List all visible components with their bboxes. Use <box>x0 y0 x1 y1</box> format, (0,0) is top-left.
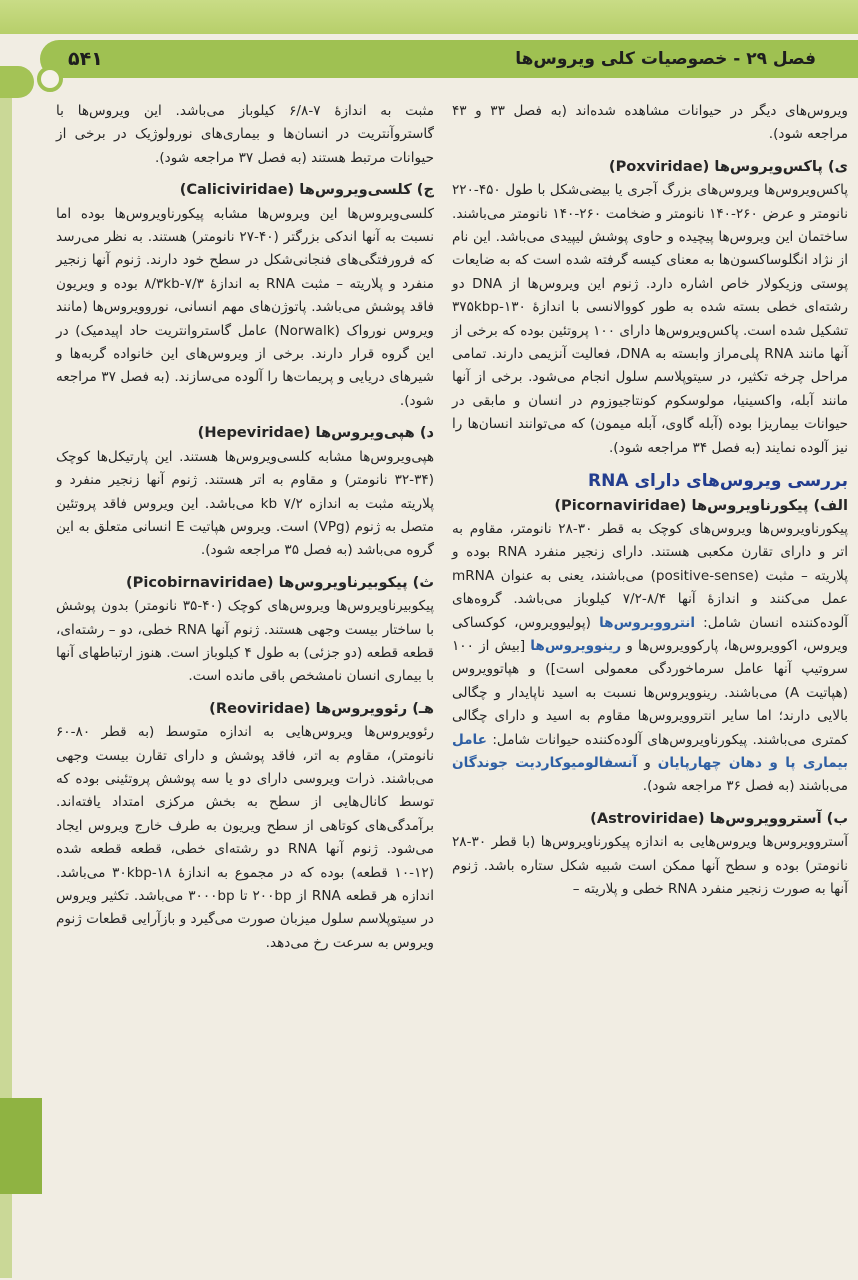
page-number: ۵۴۱ <box>68 48 103 70</box>
paragraph-picornaviridae <box>452 518 848 799</box>
picorna-text-1: پیکورناویروس‌ها ویروس‌های کوچک به قطر ۳۰-۲۸ نانومتر، مقاوم به اتر و دارای تقارن مکعبی هستند. دارای زنجیر منفرد RNA بوده و پلاریته – مثبت (positive-sense) می‌باشند، یعنی به عنوان mRNA عمل می‌کنند و اندازهٔ آنها ۸/۴-۷/۲ کیلوباز می‌باشد. گروه‌های آلوده‌کننده انسان شامل: <box>452 520 848 631</box>
right-column <box>452 100 848 901</box>
paragraph-picobirnaviridae: پیکوبیرناویروس‌ها ویروس‌های کوچک (۴۰-۳۵ نانومتر) بدون پوشش با ساختار بیست وجهی هستند. ژنوم آنها RNA خطی، دو – رشته‌ای، قطعه قطعه (دو جزئی) به طول ۴ کیلوباز است. هنوز ارتباطهای آنها با بیماری انسان نامشخص باقی مانده است. <box>56 598 435 685</box>
section-heading-hepeviridae: د) هپی‌ویروس‌ها (Hepeviridae) <box>197 424 434 442</box>
picorna-text-5: می‌باشند (به فصل ۳۶ مراجعه شود). <box>642 778 848 795</box>
paragraph-hepeviridae: هپی‌ویروس‌ها مشابه کلسی‌ویروس‌ها هستند. این پارتیکل‌ها کوچک (۳۴-۳۲ نانومتر) و مقاوم به اتر هستند. ژنوم آنها زنجیر منفرد و پلاریته مثبت به اندازه ۷/۲ kb می‌باشد. این ویروس فاقد پروتئین متصل به ژنوم (VPg) است. ویروس هپاتیت E انسانی متعلق به این گروه می‌باشد (به فصل ۳۵ مراجعه شود). <box>56 448 435 559</box>
section-heading-astroviridae: ب) آستروویروس‌ها (Astroviridae) <box>590 809 848 827</box>
picorna-text-3: [بیش از ۱۰۰ سروتیپ آنها عامل سرماخوردگی معمولی است]) و هپاتوویروس (هپاتیت A) می‌باشند. رینوویروس‌ها نسبت به اسید ناپایدار و چگالی بالایی دارند؛ اما سایر انتروویروس‌ها مقاوم به اسید و دارای چگالی کمتری می‌باشند. پیکورناویروس‌های آلوده‌کننده حیوانات شامل: <box>452 637 848 748</box>
intro-paragraph: ویروس‌های دیگر در حیوانات مشاهده شده‌اند (به فصل ۳۳ و ۴۳ مراجعه شود). <box>452 103 848 143</box>
chapter-title: فصل ۲۹ - خصوصیات کلی ویروس‌ها <box>515 49 816 69</box>
term-enteroviruses: انتروویروس‌ها <box>599 614 696 631</box>
main-heading-rna-viruses: بررسی ویروس‌های دارای RNA <box>588 471 848 492</box>
term-rhinoviruses: رینوویروس‌ها <box>530 637 622 654</box>
term-encephalomyocarditis: آنسفالومیوکاردیت جوندگان <box>452 754 638 771</box>
paragraph-astroviridae: آستروویروس‌ها ویروس‌هایی به اندازه پیکورناویروس‌ها (با قطر ۳۰-۲۸ نانومتر) بوده و سطح آنها ممکن است شبیه شکل ستاره باشد. ژنوم آنها به صورت زنجیر منفرد RNA خطی و پلاریته – <box>452 834 848 897</box>
left-tab-decoration <box>0 66 34 98</box>
intro-paragraph-left: مثبت به اندازهٔ ۷-۶/۸ کیلوباز می‌باشد. این ویروس‌ها با گاستروآنتریت در انسان‌ها و بیماری‌های نورولوژیک در برخی از حیوانات مرتبط هستند (به فصل ۳۷ مراجعه شود). <box>56 103 434 166</box>
picorna-text-4: و <box>637 754 658 771</box>
left-column <box>56 100 434 955</box>
section-heading-poxviridae: ی) پاکس‌ویروس‌ها (Poxviridae) <box>608 157 848 175</box>
section-heading-picobirnaviridae: ث) پیکوبیرناویروس‌ها (Picobirnaviridae) <box>126 573 434 591</box>
section-heading-picornaviridae: الف) پیکورناویروس‌ها (Picornaviridae) <box>554 496 848 514</box>
left-tab-decoration-bottom <box>0 1098 42 1194</box>
picorna-text-2: (پولیوویروس، کوکساکی ویروس، اکوویروس‌ها، پارکوویروس‌ها و <box>452 614 848 654</box>
paragraph-reoviridae: رئوویروس‌ها ویروس‌هایی به اندازه متوسط (به قطر ۸۰-۶۰ نانومتر)، مقاوم به اتر، فاقد پوشش و دارای تقارن بیست وجهی می‌باشند. ذرات ویروسی دارای دو یا سه پوشش پروتئینی بوده که توسط کانال‌هایی از سطح به بخش مرکزی امتداد یافته‌اند. برآمدگی‌های کوتاهی از سطح ویریون به طرف خارج ویروس ایجاد می‌شود. ژنوم آنها RNA دو رشته‌ای خطی، قطعه قطعه شده (۱۲-۱۰ قطعه) بوده که در مجموع به اندازهٔ ۳۰kbp-۱۸ می‌باشد. اندازه هر قطعه RNA از ۲۰۰bp تا ۳۰۰۰bp می‌باشد. تکثیر ویروس در سیتوپلاسم سلول میزبان صورت می‌گیرد و بازآرایی قطعات ژنوم ویروس به سرعت رخ می‌دهد. <box>56 724 434 951</box>
section-heading-caliciviridae: ج) کلسی‌ویروس‌ها (Caliciviridae) <box>179 181 434 199</box>
header-ring-icon <box>37 66 63 92</box>
top-color-strip <box>0 0 858 34</box>
paragraph-poxviridae: پاکس‌ویروس‌ها ویروس‌های بزرگ آجری یا بیضی‌شکل با طول ۴۵۰-۲۲۰ نانومتر و عرض ۲۶۰-۱۴۰ نانومتر و ضخامت ۲۶۰-۱۴۰ نانومتر می‌باشند. ساختمان این ویروس‌ها پیچیده و حاوی پوشش لیپیدی می‌باشد. این نام از نژاد انگلوساکسون‌ها به معنای کیسه گرفته شده است که به ضایعات پوستی وزیکولار خاص اشاره دارد. ژنوم این ویروس‌ها از DNA دو رشته‌ای خطی بسته شده به طور کووالانسی با اندازهٔ ۳۷۵kbp-۱۳۰ تشکیل شده است. پاکس‌ویروس‌ها دارای ۱۰۰ پروتئین بوده که برخی از آنها مانند RNA پلی‌مراز وابسته به DNA، فعالیت آنزیمی دارند. تمامی مراحل چرخه تکثیر، در سیتوپلاسم سلول انجام می‌شود. برخی از آنها مانند آبله، واکسینیا، مولوسکوم کونتاجیوزوم در انسان و مابقی در حیوانات بیماریزا بوده (آبله گاوی، آبله میمون) که می‌توانند انسان‌ها را نیز آلوده نمایند (به فصل ۳۴ مراجعه شود). <box>452 182 848 456</box>
paragraph-caliciviridae: کلسی‌ویروس‌ها این ویروس‌ها مشابه پیکورناویروس‌ها بوده اما نسبت به آنها اندکی بزرگتر (۴۰-۲۷ نانومتر) هستند. به نظر می‌رسد که فرورفتگی‌های فنجانی‌شکل در سطح خود دارند. ژنوم آنها زنجیر منفرد و پلاریته – مثبت RNA به اندازهٔ ۸/۳kb-۷/۳ بوده و ویریون فاقد پوشش می‌باشد. پاتوژن‌های مهم انسانی، نوروویروس‌ها (مانند ویروس نورواک (Norwalk) عامل گاستروانتریت حاد اپیدمیک) در این گروه قرار دارند. برخی از ویروس‌های این خانواده گربه‌ها و شیرهای دریایی و پریمات‌ها را آلوده می‌سازند. (به فصل ۳۷ مراجعه شود). <box>56 205 434 409</box>
term-foot-and-mouth: عامل بیماری پا و دهان چهارپایان <box>452 731 848 771</box>
section-heading-reoviridae: هـ) رئوویروس‌ها (Reoviridae) <box>209 699 434 717</box>
